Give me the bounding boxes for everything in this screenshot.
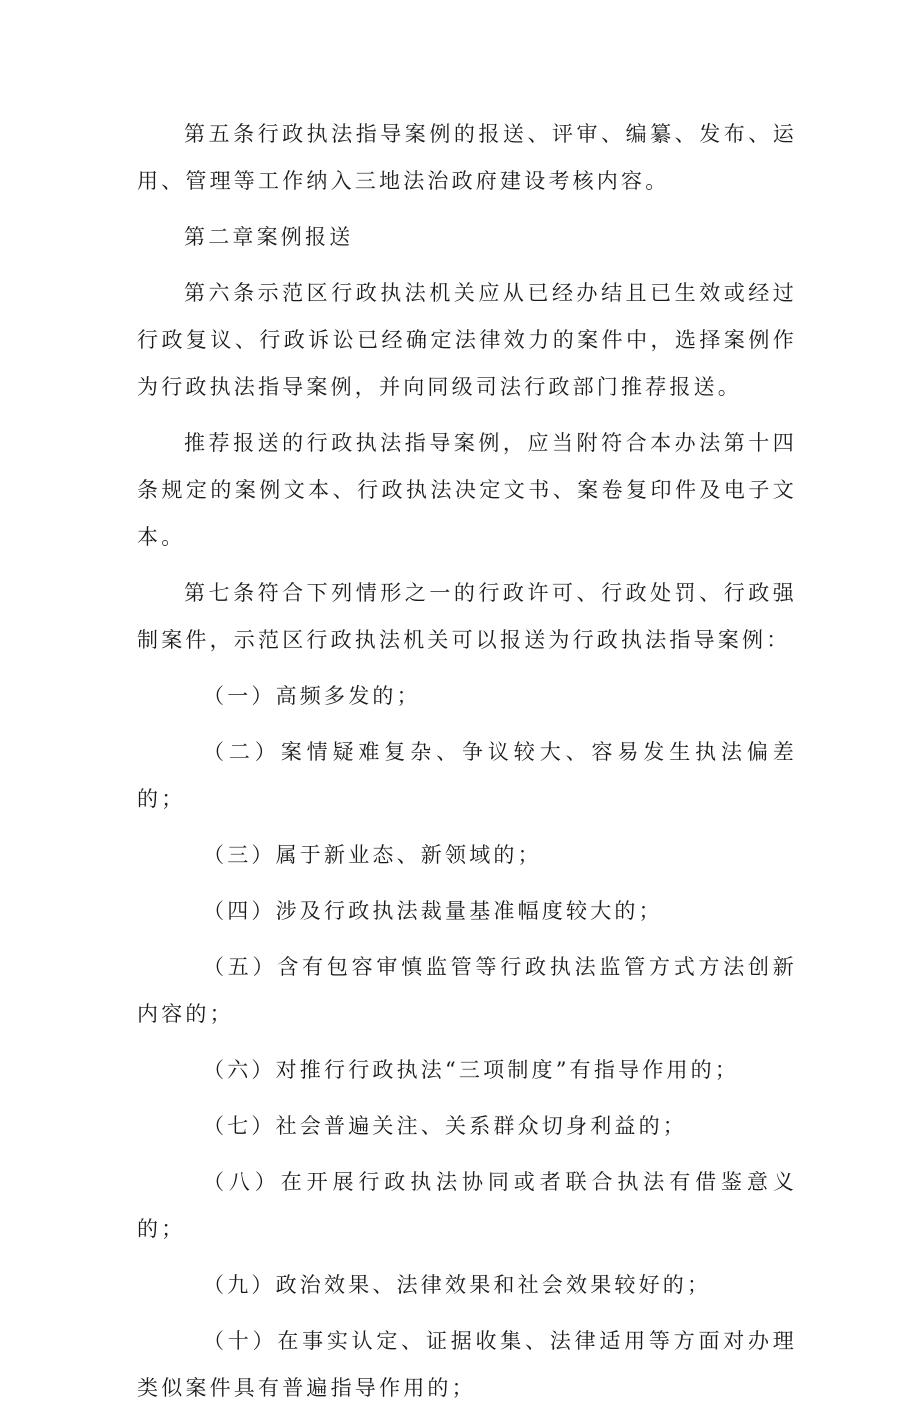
list-item-1: （一）高频多发的； [203,684,421,708]
article-5-paragraph: 第五条行政执法指导案例的报送、评审、编纂、发布、运用、管理等工作纳入三地法治政府建设考核内容。 [137,122,797,193]
list-item-10: （十）在事实认定、证据收集、法律适用等方面对办理类似案件具有普遍指导作用的； [137,1329,797,1400]
list-item-2: （二）案情疑难复杂、争议较大、容易发生执法偏差的； [137,740,797,811]
list-item-7: （七）社会普遍关注、关系群众切身利益的； [203,1114,687,1138]
list-item-4: （四）涉及行政执法裁量基准幅度较大的； [203,899,663,923]
article-6-paragraph: 第六条示范区行政执法机关应从已经办结且已生效或经过行政复议、行政诉讼已经确定法律效力的案件中，选择案例作为行政执法指导案例，并向同级司法行政部门推荐报送。 [137,281,797,399]
list-item-9: （九）政治效果、法律效果和社会效果较好的； [203,1273,712,1297]
article-7-paragraph: 第七条符合下列情形之一的行政许可、行政处罚、行政强制案件，示范区行政执法机关可以报送为行政执法指导案例： [137,581,797,652]
list-item-6: （六）对推行行政执法“三项制度”有指导作用的； [203,1058,740,1082]
list-item-8: （八）在开展行政执法协同或者联合执法有借鉴意义的； [137,1170,797,1241]
chapter-2-heading: 第二章案例报送 [184,225,354,249]
list-item-5: （五）含有包容审慎监管等行政执法监管方式方法创新内容的； [137,955,797,1026]
list-item-3: （三）属于新业态、新领域的； [203,843,542,867]
recommendation-paragraph: 推荐报送的行政执法指导案例，应当附符合本办法第十四条规定的案例文本、行政执法决定文书、案卷复印件及电子文本。 [137,431,797,549]
document-body [137,111,797,1421]
